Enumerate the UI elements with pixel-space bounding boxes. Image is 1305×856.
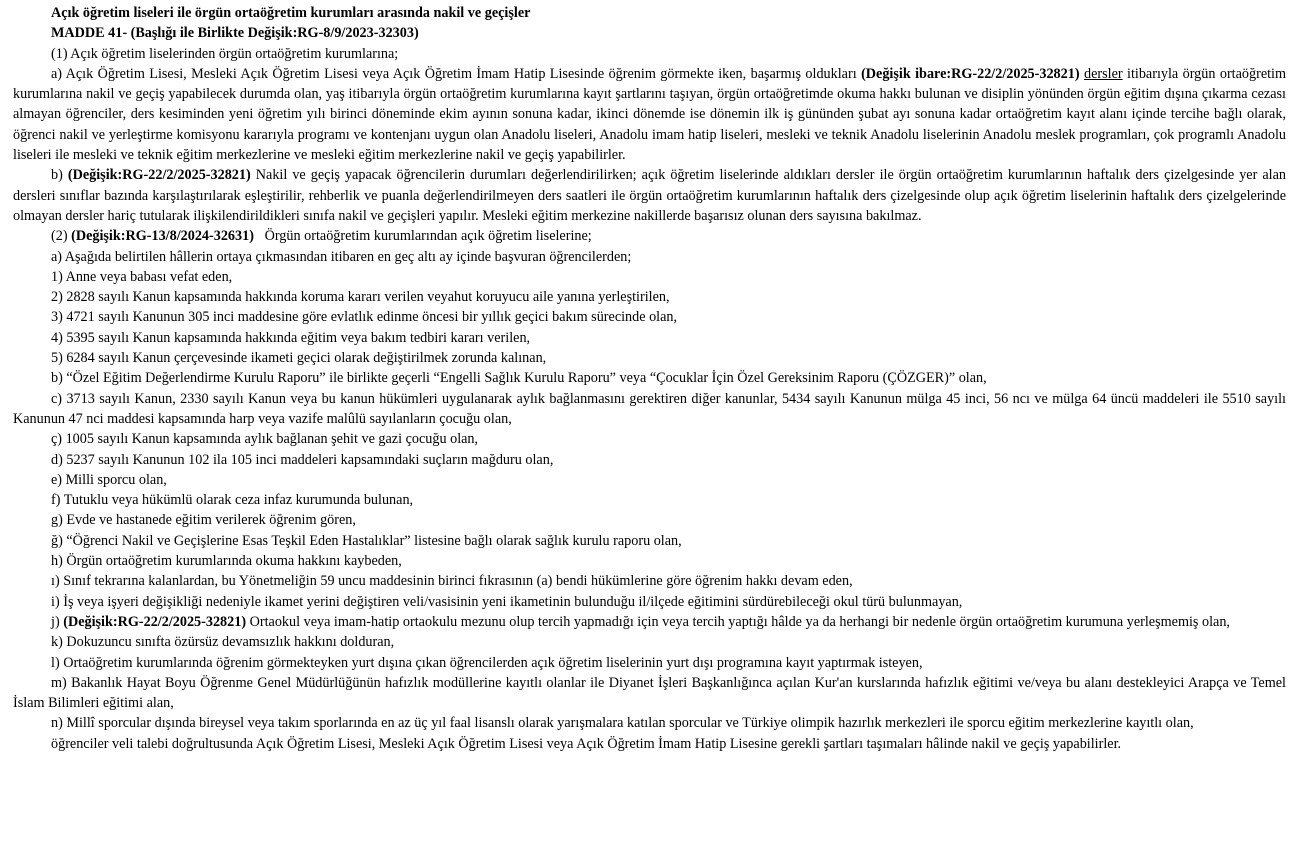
item-f: f) Tutuklu veya hükümlü olarak ceza infaz kurumunda bulunan, bbox=[51, 492, 414, 509]
item-j bbox=[13, 612, 1286, 632]
amended-phrase: dersler bbox=[1083, 65, 1123, 82]
amendment-note: (Değişik:RG-13/8/2024-32631) bbox=[71, 228, 254, 245]
item-a-text-start: a) Açık Öğretim Lisesi, Mesleki Açık Öğretim Lisesi veya Açık Öğretim İmam Hatip Lisesinde öğrenim görmekte iken, başarmış oldukları bbox=[51, 65, 857, 82]
item-d: d) 5237 sayılı Kanunun 102 ila 105 inci maddeleri kapsamındaki suçların mağduru olan, bbox=[51, 451, 554, 468]
item-e: e) Milli sporcu olan, bbox=[51, 471, 167, 488]
paragraph-2-intro-text: Örgün ortaöğretim kurumlarından açık öğretim liselerine; bbox=[264, 228, 592, 245]
sub-item-4: 4) 5395 sayılı Kanun kapsamında hakkında eğitim veya bakım tedbiri kararı verilen, bbox=[51, 329, 531, 346]
item-l: l) Ortaöğretim kurumlarında öğrenim görmekteyken yurt dışına çıkan öğrencilerden açık öğretim liselerinin yurt dışı programına kayıt yaptırmak isteyen, bbox=[51, 654, 923, 671]
paragraph-1-item-b bbox=[13, 165, 1286, 226]
sub-item-1: 1) Anne veya babası vefat eden, bbox=[51, 268, 233, 285]
paragraph-2-item-a: a) Aşağıda belirtilen hâllerin ortaya çıkmasından itibaren en geç altı ay içinde başvuran öğrencilerden; bbox=[51, 248, 632, 265]
item-b-label: b) bbox=[51, 167, 63, 184]
item-h: h) Örgün ortaöğretim kurumlarında okuma hakkını kaybeden, bbox=[51, 553, 402, 570]
amendment-note: (Değişik:RG-22/2/2025-32821) bbox=[63, 613, 247, 630]
item-b: b) “Özel Eğitim Değerlendirme Kurulu Raporu” ile birlikte geçerli “Engelli Sağlık Kurulu Raporu” veya “Çocuklar İçin Özel Gereksinim Raporu (ÇÖZGER)” olan, bbox=[51, 370, 987, 387]
article-title: Açık öğretim liseleri ile örgün ortaöğretim kurumları arasında nakil ve geçişler bbox=[51, 5, 531, 21]
paragraph-1-item-a bbox=[13, 64, 1286, 165]
item-k: k) Dokuzuncu sınıfta özürsüz devamsızlık hakkını dolduran, bbox=[51, 634, 395, 651]
paragraph-1-intro: (1) Açık öğretim liselerinden örgün ortaöğretim kurumlarına; bbox=[51, 45, 399, 62]
paragraph-2-intro bbox=[13, 226, 1286, 246]
item-b-text: Nakil ve geçiş yapacak öğrencilerin durumları değerlendirilirken; açık öğretim liselerinde aldıkları dersler ile örgün ortaöğretim kurumlarının haftalık ders çizelgesinde yer alan dersleri sınıflar bazında karşılaştırılarak eşleştirilir, rehberlik ve puanla değerlendirilmeyen ders saatleri ile örgün ortaöğretim kurumlarının haftalık ders çizelgesinde olup açık öğretim liselerinin haftalık ders çizelgelerinde olmayan dersler hariç tutularak ilişkilendirildikleri sınıfa nakil ve geçişleri yapılır. Mesleki eğitim merkezine nakillerde başarısız olunan ders sayısına bakılmaz. bbox=[13, 167, 1287, 224]
item-c: c) 3713 sayılı Kanun, 2330 sayılı Kanun veya bu kanun hükümleri uygulanarak aylık bağlanmasını gerektiren diğer kanunlar, 5434 sayılı Kanunun mülga 45 inci, 56 ncı ve mülga 64 üncü maddeleri ile 5510 sayılı Kanunun 47 nci maddesi kapsamında harp veya vazife malûlü sayılanların çocuğu olan, bbox=[13, 390, 1286, 427]
item-dotless-i: ı) Sınıf tekrarına kalanlardan, bu Yönetmeliğin 59 uncu maddesinin birinci fıkrasının (a) bendi hükümlerine göre öğrenim hakkı devam eden, bbox=[51, 573, 853, 590]
item-j-label: j) bbox=[51, 613, 60, 630]
item-m: m) Bakanlık Hayat Boyu Öğrenme Genel Müdürlüğünün hafızlık modüllerine kayıtlı olanlar ile Diyanet İşleri Başkanlığınca açılan Kur'an kurslarında hafızlık eğitimi ve/veya bu alanı destekleyici Arapça ve Temel İslam Bilimleri eğitimi alan, bbox=[13, 674, 1286, 712]
item-g-breve: ğ) “Öğrenci Nakil ve Geçişlerine Esas Teşkil Eden Hastalıklar” listesine bağlı olarak sağlık kurulu raporu olan, bbox=[51, 532, 682, 549]
item-n: n) Millî sporcular dışında bireysel veya takım sporlarında en az üç yıl faal lisanslı olarak yarışmalara katılan sporcular ve Türkiye olimpik hazırlık merkezleri ile sporcu eğitim merkezlerine kayıtlı olan, bbox=[51, 715, 1194, 732]
sub-item-2: 2) 2828 sayılı Kanun kapsamında hakkında koruma kararı verilen veyahut koruyucu aile yanına yerleştirilen, bbox=[51, 289, 670, 306]
amendment-note: (Değişik ibare:RG-22/2/2025-32821) bbox=[861, 65, 1080, 82]
sub-item-5: 5) 6284 sayılı Kanun çerçevesinde ikameti geçici olarak değiştirilmek zorunda kalınan, bbox=[51, 350, 547, 367]
article-number: MADDE 41- (Başlığı ile Birlikte Değişik:RG-8/9/2023-32303) bbox=[51, 25, 419, 42]
amendment-note: (Değişik:RG-22/2/2025-32821) bbox=[67, 167, 251, 184]
item-a-text-end: itibarıyla örgün ortaöğretim kurumlarına nakil ve geçiş yapabilecek durumda olan, yaş itibarıyla örgün ortaöğretim kurumlarına kayıt şartlarını taşıyan, örgün ortaöğretimde okuma hakkı bulunan ve disiplin yönünden örgün eğitim dışına çıkarma cezası almayan öğrenciler, ders kesiminden yeni öğretim yılı birinci döneminde ekim ayının sonuna kadar, ikinci dönemde ise dönemin ilk iş gününden şubat ayı sonuna kadar ortaöğretim kayıt alanı içinde tercihe bağlı olarak, öğrenci nakil ve yerleştirme komisyonu kararıyla programı ve kontenjanı uygun olan Anadolu liseleri, Anadolu imam hatip liseleri, mesleki ve teknik Anadolu liselerinin Anadolu meslek programları, çok programlı Anadolu liseleri ile mesleki ve teknik eğitim merkezlerine ve mesleki eğitim merkezlerine nakil ve geçiş yapabilirler. bbox=[13, 65, 1287, 164]
sub-item-3: 3) 4721 sayılı Kanunun 305 inci maddesine göre evlatlık edinme öncesi bir yıllık geçici bakım sürecinde olan, bbox=[51, 309, 678, 326]
item-i: i) İş veya işyeri değişikliği nedeniyle ikamet yerini değiştiren veli/vasisinin yeni ikametinin bulunduğu il/ilçede eğitimini sürdürebileceği okul türü bulunmayan, bbox=[51, 593, 963, 610]
item-j-text: Ortaokul veya imam-hatip ortaokulu mezunu olup tercih yapmadığı için veya tercih yaptığı hâlde ya da herhangi bir nedenle örgün ortaöğretim kurumuna yerleşmemiş olan, bbox=[249, 613, 1230, 630]
item-c-cedilla: ç) 1005 sayılı Kanun kapsamında aylık bağlanan şehit ve gazi çocuğu olan, bbox=[51, 431, 479, 448]
item-g: g) Evde ve hastanede eğitim verilerek öğrenim gören, bbox=[51, 512, 356, 529]
closing-sentence: öğrenciler veli talebi doğrultusunda Açık Öğretim Lisesi, Mesleki Açık Öğretim Lisesi veya Açık Öğretim İmam Hatip Lisesine gerekli şartları taşımaları hâlinde nakil ve geçiş yapabilirler. bbox=[51, 735, 1122, 752]
paragraph-2-label: (2) bbox=[51, 228, 68, 245]
